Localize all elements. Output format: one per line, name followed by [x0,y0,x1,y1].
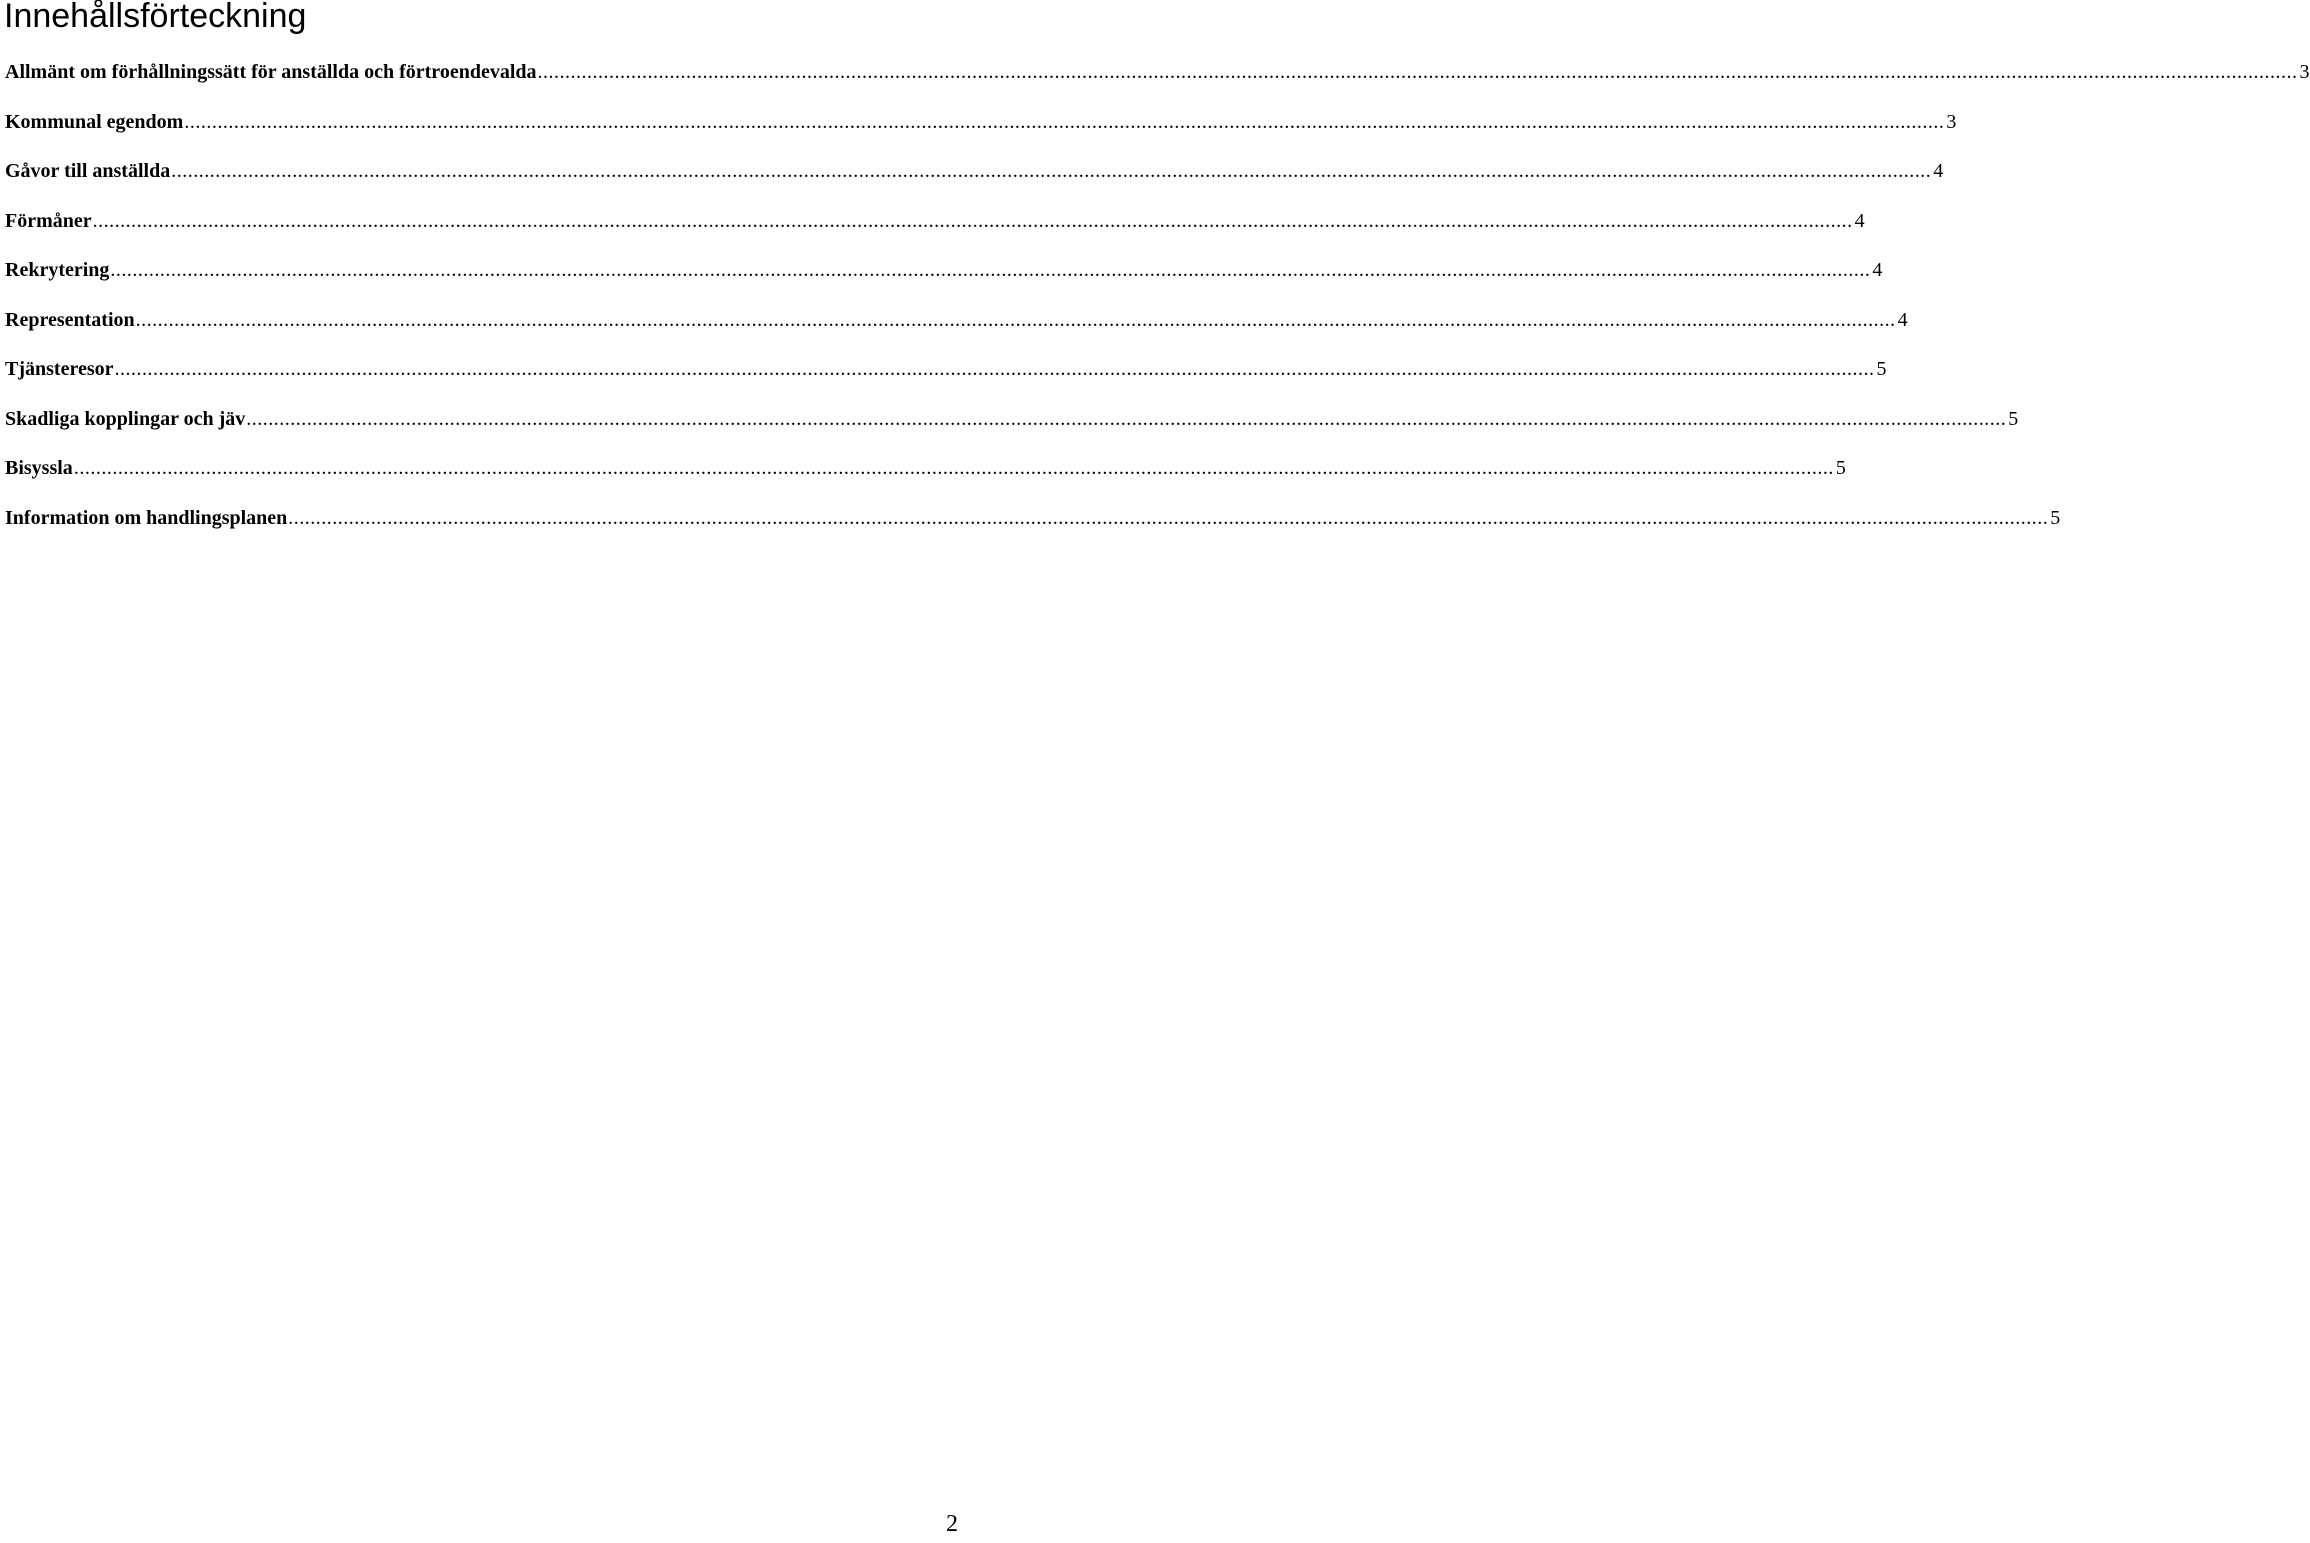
toc-entry-label: Kommunal egendom [5,110,184,133]
toc-entry-label: Rekrytering [5,259,110,281]
toc-entry-page: 4 [1854,209,1865,232]
toc-dot-leader: ................................................................................................................................................................................................................................................................................................................................ [92,209,1853,232]
toc-entry[interactable] [5,253,1883,303]
toc-entry-page: 5 [1835,457,1846,479]
toc-entry-label: Tjänsteresor [5,358,114,380]
toc-entry[interactable] [5,204,1865,254]
toc-title: Innehållsförteckning [4,0,307,35]
toc-entry-page: 4 [1897,308,1908,331]
toc-dot-leader: ................................................................................................................................................................................................................................................................................................................................ [537,61,2298,83]
toc-entry-page: 5 [1876,358,1887,380]
toc-entry-label: Förmåner [5,209,92,232]
toc-entry[interactable] [5,303,1908,353]
toc-entry[interactable] [5,105,1957,155]
table-of-contents [5,55,2310,550]
toc-dot-leader: ................................................................................................................................................................................................................................................................................................................................ [288,506,2049,529]
toc-entry-page: 5 [2050,506,2061,529]
toc-entry[interactable] [5,451,1846,501]
toc-entry-label: Representation [5,308,135,331]
toc-entry-label: Skadliga kopplingar och jäv [5,407,246,430]
toc-dot-leader: ................................................................................................................................................................................................................................................................................................................................ [114,358,1875,380]
toc-entry[interactable] [5,154,1944,204]
toc-entry-page: 4 [1872,259,1883,281]
toc-dot-leader: ................................................................................................................................................................................................................................................................................................................................ [110,259,1871,281]
toc-entry-label: Gåvor till anställda [5,160,171,182]
toc-entry-page: 5 [2008,407,2019,430]
toc-entry[interactable] [5,352,1887,402]
toc-dot-leader: ................................................................................................................................................................................................................................................................................................................................ [184,110,1945,133]
toc-entry-label: Allmänt om förhållningssätt för anställda och förtroendevalda [5,61,537,83]
toc-entry-page: 3 [2299,61,2310,83]
toc-entry-label: Information om handlingsplanen [5,506,288,529]
toc-entry-page: 3 [1946,110,1957,133]
toc-entry[interactable] [5,402,2019,452]
page-number: 2 [946,1511,958,1537]
toc-entry[interactable] [5,55,2310,105]
toc-dot-leader: ................................................................................................................................................................................................................................................................................................................................ [135,308,1896,331]
toc-dot-leader: ................................................................................................................................................................................................................................................................................................................................ [246,407,2007,430]
toc-entry-page: 4 [1933,160,1944,182]
toc-entry-label: Bisyssla [5,457,73,479]
toc-entry[interactable] [5,501,2061,551]
toc-dot-leader: ................................................................................................................................................................................................................................................................................................................................ [171,160,1932,182]
toc-dot-leader: ................................................................................................................................................................................................................................................................................................................................ [73,457,1834,479]
